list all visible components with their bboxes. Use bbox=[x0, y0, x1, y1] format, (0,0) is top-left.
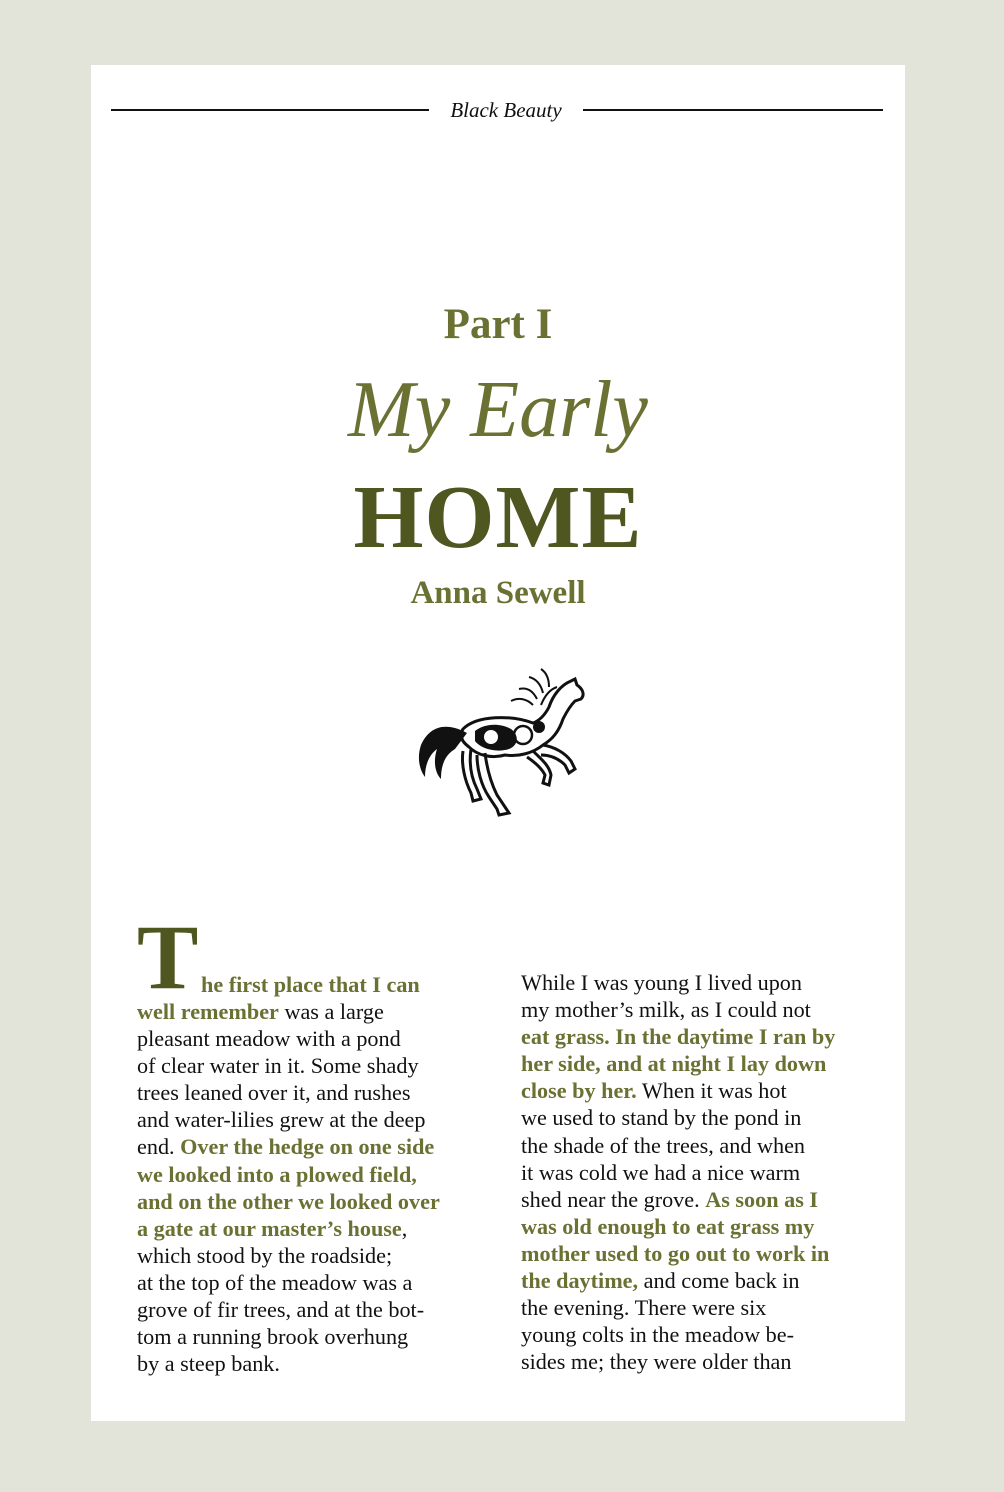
highlighted-text: close by her. bbox=[521, 1078, 637, 1104]
text-line bbox=[137, 1269, 477, 1296]
chapter-title-italic: My Early bbox=[348, 366, 648, 454]
body-text: When it was hot bbox=[636, 1078, 787, 1104]
body-text: of clear water in it. Some shady bbox=[137, 1053, 419, 1079]
text-line bbox=[521, 1159, 861, 1186]
highlighted-text: her side, and at night I lay down bbox=[521, 1051, 827, 1077]
author-name: Anna Sewell bbox=[410, 575, 586, 611]
body-text: shed near the grove. bbox=[521, 1186, 706, 1212]
text-line bbox=[521, 1077, 861, 1104]
body-text: it was cold we had a nice warm bbox=[521, 1159, 801, 1185]
text-line bbox=[521, 1348, 861, 1375]
text-line bbox=[137, 1133, 477, 1160]
body-text: young colts in the meadow be- bbox=[521, 1322, 794, 1348]
text-line bbox=[137, 1323, 477, 1350]
highlighted-text: we looked into a plowed field, bbox=[137, 1161, 417, 1187]
text-line bbox=[521, 1294, 861, 1321]
body-text: was a large bbox=[278, 999, 384, 1024]
right-column bbox=[521, 969, 861, 1375]
book-page bbox=[91, 65, 905, 1421]
text-line bbox=[521, 1132, 861, 1159]
body-text: the evening. There were six bbox=[521, 1295, 767, 1321]
header-rule-left bbox=[111, 109, 429, 111]
text-line bbox=[137, 1215, 477, 1242]
body-text: end. bbox=[137, 1134, 181, 1160]
text-line bbox=[521, 1213, 861, 1240]
text-line bbox=[137, 1052, 477, 1079]
body-text: my mother’s milk, as I could not bbox=[521, 997, 811, 1023]
text-line bbox=[521, 969, 861, 996]
body-text: by a steep bank. bbox=[137, 1351, 280, 1377]
text-line bbox=[137, 1296, 477, 1323]
body-text: sides me; they were older than bbox=[521, 1349, 792, 1375]
highlighted-text: a gate at our master’s house bbox=[137, 1215, 402, 1241]
text-line bbox=[521, 1240, 861, 1267]
text-line bbox=[137, 1188, 477, 1215]
text-line bbox=[521, 1023, 861, 1050]
text-line bbox=[521, 1050, 861, 1077]
highlighted-text: was old enough to eat grass my bbox=[521, 1213, 815, 1239]
body-text: and water-lilies grew at the deep bbox=[137, 1107, 426, 1133]
body-text: trees leaned over it, and rushes bbox=[137, 1080, 411, 1106]
text-line bbox=[521, 1186, 861, 1213]
body-text: we used to stand by the pond in bbox=[521, 1105, 802, 1131]
text-line bbox=[137, 1079, 477, 1106]
running-header bbox=[111, 99, 883, 121]
chapter-title-caps: HOME bbox=[353, 468, 643, 567]
text-line bbox=[521, 996, 861, 1023]
text-line bbox=[137, 1242, 477, 1269]
highlighted-text: mother used to go out to work in bbox=[521, 1240, 830, 1266]
first-line-text: he first place that I can bbox=[201, 972, 420, 997]
text-line bbox=[521, 1321, 861, 1348]
text-line bbox=[521, 1267, 861, 1294]
body-text: which stood by the roadside; bbox=[137, 1242, 393, 1268]
highlighted-text: eat grass. In the daytime I ran by bbox=[521, 1024, 836, 1050]
body-text: the shade of the trees, and when bbox=[521, 1132, 806, 1158]
highlighted-text: Over the hedge on one side bbox=[180, 1134, 435, 1160]
text-line bbox=[137, 998, 477, 1025]
body-text: pleasant meadow with a pond bbox=[137, 1026, 401, 1052]
text-line bbox=[521, 1104, 861, 1131]
highlighted-text: the daytime, bbox=[521, 1268, 639, 1294]
left-column bbox=[137, 998, 477, 1377]
running-head-title: Black Beauty bbox=[450, 98, 562, 122]
header-rule-right bbox=[583, 109, 883, 111]
text-line bbox=[137, 1350, 477, 1377]
body-text: , bbox=[401, 1215, 408, 1241]
body-text: grove of fir trees, and at the bot- bbox=[137, 1297, 425, 1323]
text-line bbox=[137, 1025, 477, 1052]
drop-cap: T bbox=[137, 906, 199, 1008]
highlighted-text: and on the other we looked over bbox=[137, 1188, 440, 1214]
highlighted-text: well remember bbox=[137, 999, 279, 1024]
body-text: at the top of the meadow was a bbox=[137, 1269, 413, 1295]
highlighted-text: As soon as I bbox=[705, 1186, 819, 1212]
body-text: and come back in bbox=[638, 1268, 800, 1294]
body-text: tom a running brook overhung bbox=[137, 1324, 409, 1350]
text-line bbox=[137, 1161, 477, 1188]
part-label: Part I bbox=[443, 301, 553, 348]
text-line bbox=[137, 1106, 477, 1133]
body-text: While I was young I lived upon bbox=[521, 970, 802, 995]
rearing-horse-illustration bbox=[415, 665, 591, 825]
